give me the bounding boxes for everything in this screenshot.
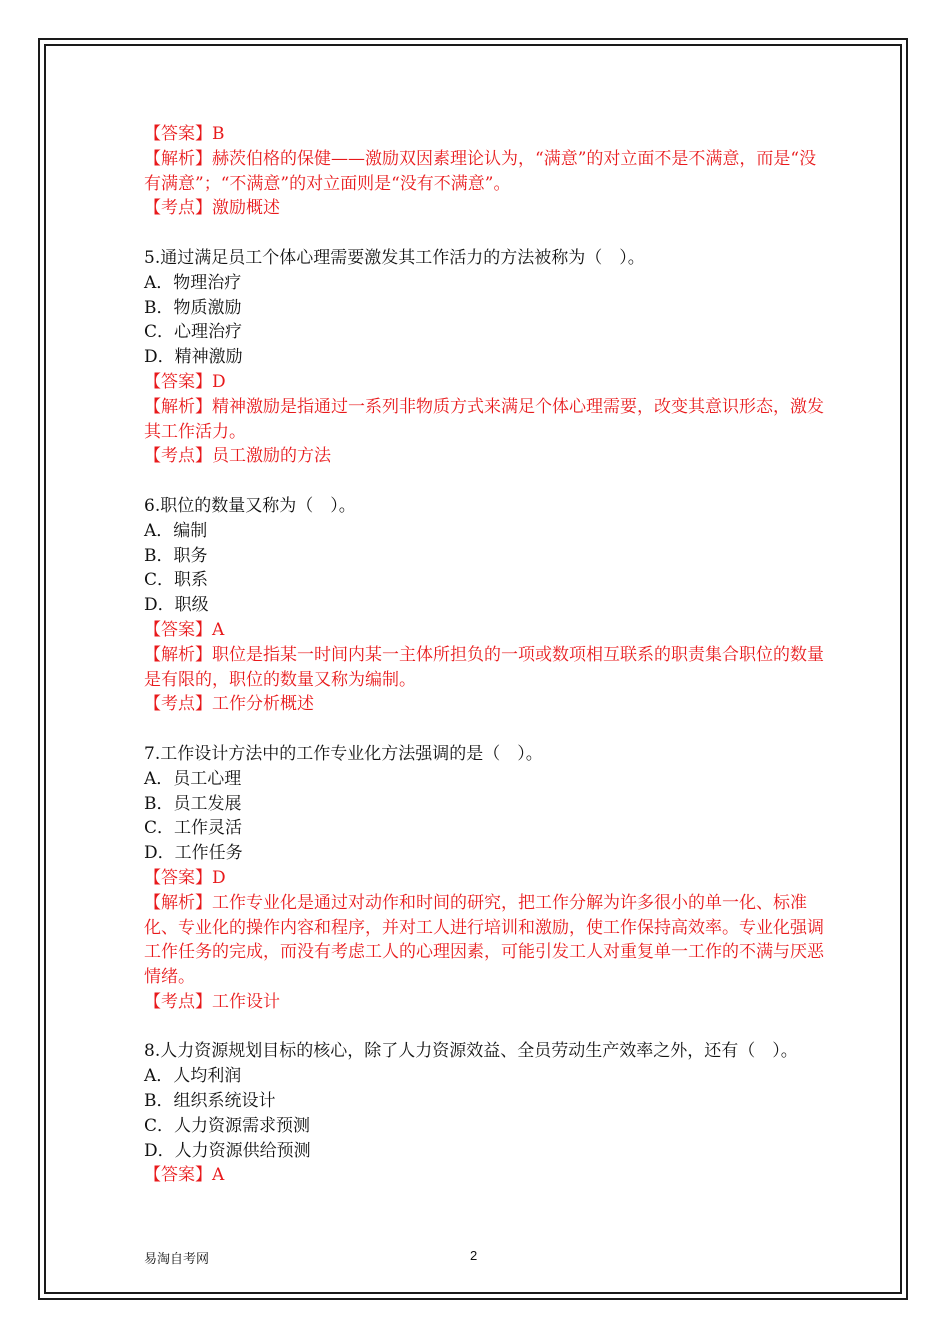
answer-line: 【答案】A [144, 619, 225, 640]
option-a: A．人均利润 [144, 1066, 242, 1087]
question-text: 8.人力资源规划目标的核心，除了人力资源效益、全员劳动生产效率之外，还有（ ）。 [144, 1041, 798, 1062]
answer-line: 【答案】A [144, 1165, 225, 1186]
option-a: A．编制 [144, 520, 208, 541]
option-b: B．组织系统设计 [144, 1091, 276, 1112]
option-b: B．职务 [144, 545, 208, 566]
question-block-4 [144, 122, 824, 221]
answer-line: 【答案】D [144, 371, 226, 392]
question-block-8 [144, 1039, 824, 1188]
option-b: B．物质激励 [144, 297, 242, 318]
option-d: D．精神激励 [144, 347, 243, 368]
question-text: 7.工作设计方法中的工作专业化方法强调的是（ ）。 [144, 743, 543, 764]
exam-point: 【考点】工作分析概述 [144, 694, 314, 715]
option-b: B．员工发展 [144, 793, 242, 814]
question-block-5 [144, 246, 824, 469]
document-body [144, 122, 824, 1188]
answer-line: 【答案】B [144, 124, 225, 144]
exam-point: 【考点】员工激励的方法 [144, 446, 331, 467]
exam-point: 【考点】激励概述 [144, 198, 280, 219]
option-d: D．工作任务 [144, 843, 243, 864]
question-block-7 [144, 742, 824, 1015]
analysis-text: 【解析】工作专业化是通过对动作和时间的研究，把工作分解为许多很小的单一化、标准化、专业化的操作内容和程序，并对工人进行培训和激励，使工作保持高效率。专业化强调工作任务的完成，而没有考虑工人的心理因素，可能引发工人对重复单一工作的不满与厌恶情绪。 [144, 892, 824, 988]
option-d: D．职级 [144, 595, 209, 616]
option-c: C．心理治疗 [144, 322, 243, 343]
question-text: 5.通过满足员工个体心理需要激发其工作活力的方法被称为（ ）。 [144, 247, 645, 268]
footer-page-number: 2 [470, 1248, 478, 1263]
analysis-text: 【解析】赫茨伯格的保健——激励双因素理论认为，“满意”的对立面不是不满意，而是“没有满意”；“不满意”的对立面则是“没有不满意”。 [144, 148, 817, 194]
footer-site-name: 易淘自考网 [144, 1252, 210, 1267]
option-a: A．物理治疗 [144, 272, 242, 293]
option-c: C．职系 [144, 570, 209, 591]
option-c: C．工作灵活 [144, 818, 243, 839]
exam-point: 【考点】工作设计 [144, 991, 280, 1012]
option-c: C．人力资源需求预测 [144, 1115, 311, 1136]
answer-line: 【答案】D [144, 867, 226, 888]
analysis-text: 【解析】职位是指某一时间内某一主体所担负的一项或数项相互联系的职责集合职位的数量是有限的，职位的数量又称为编制。 [144, 644, 824, 690]
option-a: A．员工心理 [144, 768, 242, 789]
analysis-text: 【解析】精神激励是指通过一系列非物质方式来满足个体心理需要，改变其意识形态，激发其工作活力。 [144, 396, 824, 442]
question-text: 6.职位的数量又称为（ ）。 [144, 495, 356, 516]
question-block-6 [144, 494, 824, 717]
option-d: D．人力资源供给预测 [144, 1140, 311, 1161]
